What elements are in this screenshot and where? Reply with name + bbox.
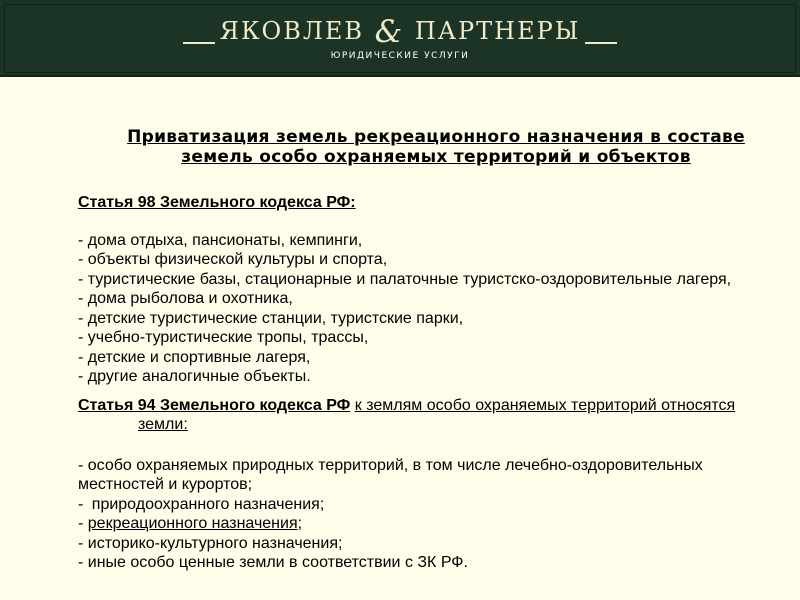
company-tagline: ЮРИДИЧЕСКИЕ УСЛУГИ [330,51,470,61]
list-item [78,270,780,290]
list-item [78,553,780,573]
article-94-heading-bold: Статья 94 Земельного кодекса РФ [78,396,351,414]
item-dash: - [78,309,84,327]
item-text: объекты физической культуры и спорта, [87,251,388,268]
logo-word-partners: ПАРТНЕРЫ [414,17,581,45]
logo-word-yakovlev: ЯКОВЛЕВ [219,17,365,45]
item-text: другие аналогичные объекты. [87,368,311,385]
list-item [78,367,780,387]
item-text-line-1 [78,456,780,476]
item-text: детские туристические станции, туристские парки, [87,309,464,327]
item-text: учебно-туристические тропы, трассы, [87,329,369,346]
item-dash: - [78,329,84,346]
item-text: дома отдыха, пансионаты, кемпинги, [87,231,363,249]
item-dash: - [78,368,84,385]
item-dash: - [78,495,84,513]
list-item [78,456,780,495]
logo-name [219,14,581,50]
article-94-heading-rest: к землям особо охраняемых территорий относятся [354,396,736,414]
list-item [78,495,780,515]
item-dash: - [78,290,84,307]
list-item [78,250,780,270]
list-item [78,231,780,251]
list-item [78,328,780,348]
item-text: дома рыболова и охотника, [87,290,293,307]
article-94-heading [78,396,780,435]
article-94-list [78,456,780,573]
list-item [78,289,780,309]
item-text: особо охраняемых природных территорий, в том числе лечебно-оздоровительных [87,456,703,474]
item-dash: - [78,251,84,268]
item-dash: - [78,456,84,474]
item-dash: - [78,534,84,552]
slide-title-line-2: земель особо охраняемых территорий и объектов [181,146,691,167]
list-item [78,534,780,554]
list-item [78,348,780,368]
item-text-line-2: местностей и курортов; [78,476,253,493]
logo-ampersand: & [374,14,405,50]
slide-title [92,128,780,167]
item-dash: - [78,231,84,249]
company-header [0,0,800,77]
item-text-underlined: рекреационного назначения; [87,515,303,532]
item-text: туристические базы, стационарные и палаточные туристско-оздоровительные лагеря, [87,270,732,288]
item-dash: - [78,348,84,366]
logo-underline-left [183,42,215,44]
item-text: иные особо ценные земли в соответствии с ЗК РФ. [87,554,468,571]
item-text: природоохранного назначения; [91,495,325,513]
slide-title-line-1: Приватизация земель рекреационного назначения в составе [127,127,745,147]
article-94-heading-line-1 [78,397,735,414]
item-dash: - [78,270,84,288]
item-text: историко-культурного назначения; [87,534,343,552]
slide-body [0,77,800,573]
list-item [78,309,780,329]
article-94-heading-line-2: земли: [138,416,188,433]
logo-underline-right [585,42,617,44]
article-98-heading: Статья 98 Земельного кодекса РФ: [78,194,356,211]
company-logo [183,14,618,50]
item-dash: - [78,554,84,571]
item-text: детские и спортивные лагеря, [87,348,311,366]
article-98-list [78,231,780,387]
list-item [78,514,780,534]
item-dash: - [78,515,84,532]
